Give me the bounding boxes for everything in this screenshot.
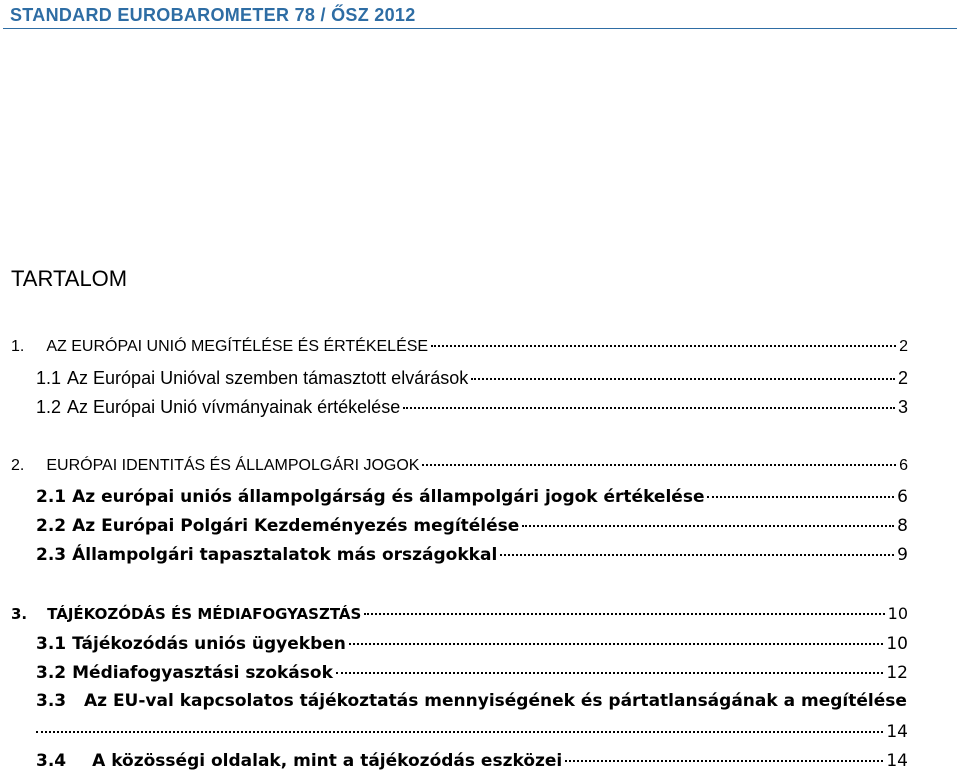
toc-dot-leader bbox=[565, 760, 883, 762]
toc-entry-page: 3 bbox=[897, 397, 908, 417]
toc-entry-label: Az Európai Unióval szemben támasztott elvárások bbox=[67, 368, 469, 388]
toc-entry-number: 3.1 bbox=[36, 634, 67, 654]
toc-entry-page: 10 bbox=[887, 604, 908, 623]
toc-dot-leader bbox=[36, 731, 883, 733]
toc-entry-3-2[interactable] bbox=[36, 663, 908, 683]
toc-entry-page: 14 bbox=[886, 751, 908, 771]
toc-entry-3-1[interactable] bbox=[36, 634, 908, 654]
toc-entry-page: 10 bbox=[886, 634, 908, 654]
toc-entry-number: 2.1 bbox=[36, 487, 67, 507]
toc-entry-number: 3.4 bbox=[36, 751, 67, 771]
toc-entry-2-2[interactable] bbox=[36, 516, 908, 536]
toc-entry-1[interactable] bbox=[11, 338, 908, 356]
page-header-title: STANDARD EUROBAROMETER 78 / ŐSZ 2012 bbox=[10, 5, 416, 25]
toc-entry-label: A közösségi oldalak, mint a tájékozódás eszközei bbox=[92, 751, 563, 771]
header-divider bbox=[3, 28, 957, 29]
toc-entry-label: Az európai uniós állampolgárság és állampolgári jogok értékelése bbox=[72, 487, 705, 507]
toc-dot-leader bbox=[471, 378, 895, 380]
toc-entry-number: 2.2 bbox=[36, 516, 67, 536]
toc-dot-leader bbox=[349, 643, 883, 645]
toc-entry-label: EURÓPAI IDENTITÁS ÉS ÁLLAMPOLGÁRI JOGOK bbox=[46, 457, 420, 474]
toc-dot-leader bbox=[522, 525, 894, 527]
toc-entry-1-2[interactable] bbox=[36, 397, 908, 418]
toc-entry-2-1[interactable] bbox=[36, 487, 908, 507]
toc-dot-leader bbox=[403, 407, 895, 409]
toc-entry-label: TÁJÉKOZÓDÁS ÉS MÉDIAFOGYASZTÁS bbox=[47, 605, 362, 623]
toc-dot-leader bbox=[422, 464, 896, 466]
toc-entry-label: Az EU-val kapcsolatos tájékoztatás mennyiségének és pártatlanságának a megítélése bbox=[83, 691, 907, 711]
toc-entry-page: 2 bbox=[899, 338, 908, 355]
toc-entry-number: 2.3 bbox=[36, 545, 67, 565]
toc-entry-page: 8 bbox=[897, 516, 908, 536]
toc-entry-page: 2 bbox=[897, 368, 908, 388]
toc-entry-2[interactable] bbox=[11, 457, 908, 475]
toc-entry-label: Tájékozódás uniós ügyekben bbox=[72, 634, 346, 654]
toc-entry-3-4[interactable] bbox=[36, 751, 908, 771]
toc-title: TARTALOM bbox=[11, 266, 128, 291]
toc-entry-page: 9 bbox=[897, 545, 908, 565]
toc-entry-page: 14 bbox=[886, 722, 908, 742]
toc-entry-label: Állampolgári tapasztalatok más országokkal bbox=[72, 545, 498, 565]
toc-entry-number: 1.1 bbox=[36, 368, 62, 388]
toc-entry-label: Médiafogyasztási szokások bbox=[72, 663, 333, 683]
toc-entry-page: 6 bbox=[899, 457, 908, 474]
toc-entry-label: Az Európai Unió vívmányainak értékelése bbox=[67, 397, 401, 417]
toc-entry-label: AZ EURÓPAI UNIÓ MEGÍTÉLÉSE ÉS ÉRTÉKELÉSE bbox=[46, 338, 429, 355]
toc-entry-number: 3.3 bbox=[36, 691, 67, 711]
toc-entry-label: Az Európai Polgári Kezdeményezés megítélése bbox=[72, 516, 520, 536]
toc-entry-1-1[interactable] bbox=[36, 368, 908, 389]
toc-entry-page: 6 bbox=[897, 487, 908, 507]
toc-entry-number: 2. bbox=[11, 457, 25, 474]
toc-dot-leader bbox=[500, 554, 894, 556]
toc-entry-page: 12 bbox=[886, 663, 908, 683]
toc-entry-3-3[interactable] bbox=[36, 691, 907, 711]
toc-dot-leader bbox=[707, 496, 894, 498]
toc-entry-number: 3.2 bbox=[36, 663, 67, 683]
toc-entry-number: 3. bbox=[11, 605, 28, 623]
toc-dot-leader bbox=[431, 345, 896, 347]
toc-entry-2-3[interactable] bbox=[36, 545, 908, 565]
toc-entry-number: 1. bbox=[11, 338, 25, 355]
toc-entry-3-3-continuation[interactable] bbox=[36, 722, 908, 742]
toc-dot-leader bbox=[336, 672, 883, 674]
toc-entry-3[interactable] bbox=[11, 604, 908, 623]
toc-dot-leader bbox=[364, 613, 884, 615]
toc-entry-number: 1.2 bbox=[36, 397, 62, 417]
